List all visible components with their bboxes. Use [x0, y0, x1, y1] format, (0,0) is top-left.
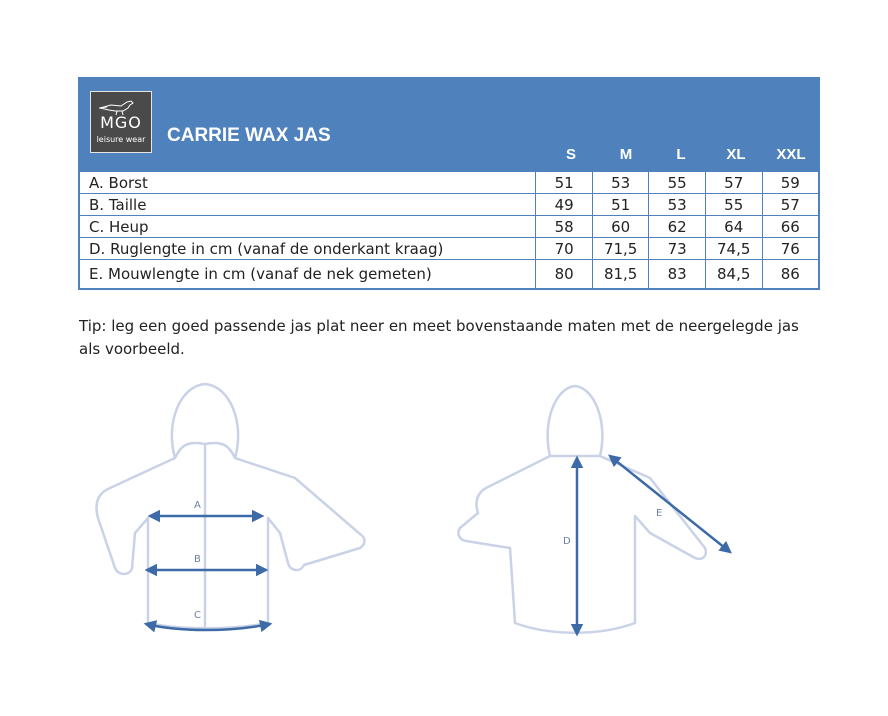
- size-table: [78, 171, 820, 290]
- table-cell: 64: [705, 216, 762, 238]
- table-cell: 49: [536, 194, 592, 216]
- jacket-front-illustration: [97, 384, 365, 628]
- label-e: E: [656, 508, 663, 519]
- size-header-l: L: [676, 146, 686, 163]
- table-cell: 59: [762, 172, 819, 194]
- label-a: A: [194, 500, 201, 511]
- table-cell: 86: [762, 260, 819, 290]
- row-label: B. Taille: [79, 194, 536, 216]
- table-cell: 57: [705, 172, 762, 194]
- row-label: D. Ruglengte in cm (vanaf de onderkant kraag): [79, 238, 536, 260]
- table-cell: 51: [536, 172, 592, 194]
- table-cell: 57: [762, 194, 819, 216]
- table-cell: 66: [762, 216, 819, 238]
- table-row: [79, 216, 819, 238]
- label-d: D: [563, 536, 571, 547]
- table-row: [79, 238, 819, 260]
- table-cell: 81,5: [592, 260, 649, 290]
- table-cell: 71,5: [592, 238, 649, 260]
- table-row: [79, 194, 819, 216]
- table-cell: 51: [592, 194, 649, 216]
- table-row: [79, 260, 819, 290]
- logo-subtext: leisure wear: [96, 135, 146, 144]
- page-title: CARRIE WAX JAS: [167, 125, 331, 146]
- jacket-measurement-diagram: [70, 378, 830, 648]
- table-cell: 73: [649, 238, 705, 260]
- tip-text: Tip: leg een goed passende jas plat neer en meet bovenstaande maten met de neergelegde jas als voorbeeld.: [79, 317, 799, 358]
- table-cell: 80: [536, 260, 592, 290]
- row-label: E. Mouwlengte in cm (vanaf de nek gemeten): [79, 260, 536, 290]
- table-row: [79, 172, 819, 194]
- table-cell: 74,5: [705, 238, 762, 260]
- chart-header: [78, 77, 820, 171]
- table-cell: 55: [705, 194, 762, 216]
- table-cell: 62: [649, 216, 705, 238]
- table-cell: 53: [592, 172, 649, 194]
- size-header-m: M: [619, 146, 633, 163]
- size-header-xxl: XXL: [776, 146, 806, 163]
- brand-logo: [90, 91, 152, 153]
- table-cell: 58: [536, 216, 592, 238]
- size-chart: [78, 77, 820, 290]
- table-cell: 83: [649, 260, 705, 290]
- table-cell: 60: [592, 216, 649, 238]
- label-c: C: [194, 610, 201, 621]
- size-header-xl: XL: [726, 146, 746, 163]
- table-cell: 84,5: [705, 260, 762, 290]
- row-label: A. Borst: [79, 172, 536, 194]
- table-cell: 55: [649, 172, 705, 194]
- table-cell: 53: [649, 194, 705, 216]
- measure-line-e: [610, 456, 730, 552]
- logo-text: MGO: [100, 113, 142, 132]
- jacket-back-illustration: [458, 386, 705, 633]
- label-b: B: [194, 554, 201, 565]
- size-header-s: S: [565, 146, 576, 163]
- table-cell: 76: [762, 238, 819, 260]
- table-cell: 70: [536, 238, 592, 260]
- row-label: C. Heup: [79, 216, 536, 238]
